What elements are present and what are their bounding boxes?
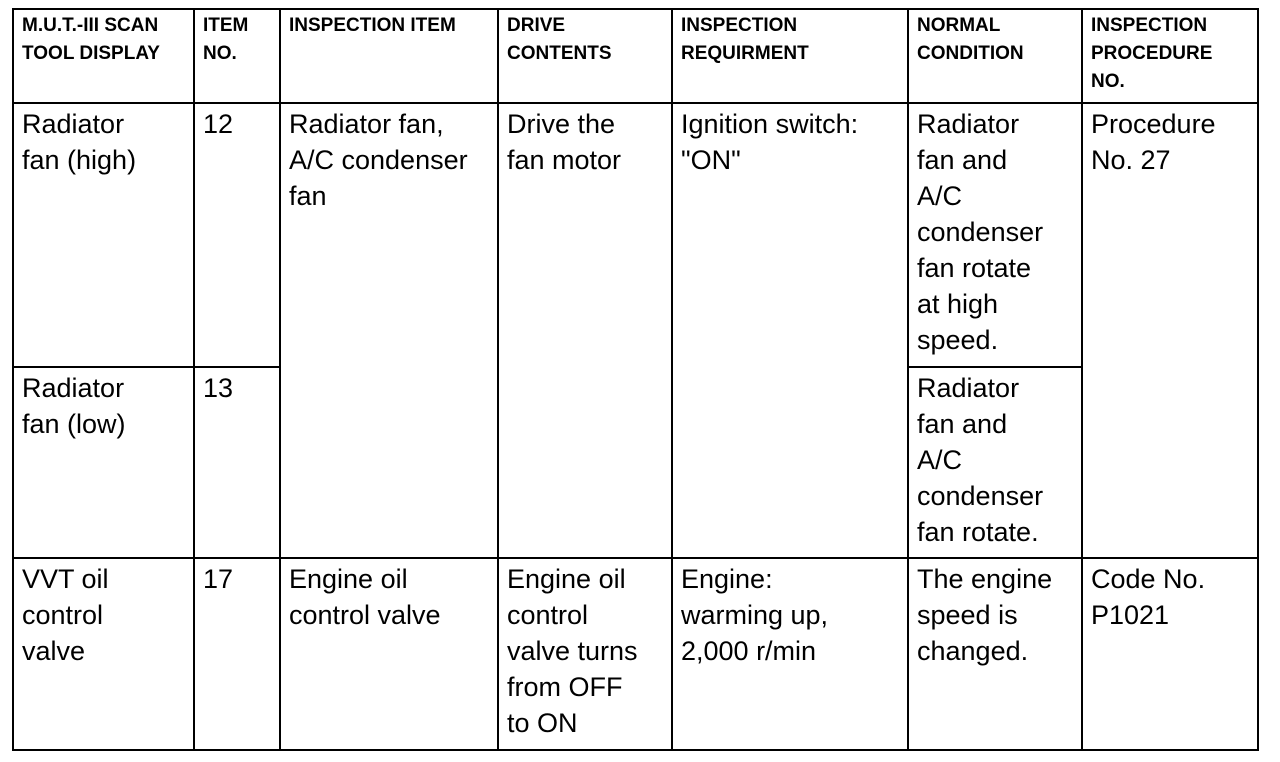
header-drive-contents: DRIVE CONTENTS (498, 9, 672, 103)
cell-display: VVT oil control valve (13, 558, 194, 750)
cell-procedure: Procedure No. 27 (1082, 103, 1258, 558)
header-item-no: ITEM NO. (194, 9, 280, 103)
header-inspection-item: INSPECTION ITEM (280, 9, 498, 103)
cell-display: Radiator fan (low) (13, 367, 194, 558)
cell-item-no: 12 (194, 103, 280, 367)
cell-procedure: Code No. P1021 (1082, 558, 1258, 750)
cell-inspection-item: Radiator fan, A/C condenser fan (280, 103, 498, 558)
cell-item-no: 13 (194, 367, 280, 558)
header-inspection-requirement: INSPECTION REQUIRMENT (672, 9, 908, 103)
cell-drive-contents: Drive the fan motor (498, 103, 672, 558)
cell-normal-condition: The engine speed is changed. (908, 558, 1082, 750)
inspection-table (12, 8, 1259, 751)
cell-inspection-item: Engine oil control valve (280, 558, 498, 750)
header-normal-condition: NORMAL CONDITION (908, 9, 1082, 103)
cell-requirement: Engine: warming up, 2,000 r/min (672, 558, 908, 750)
cell-item-no: 17 (194, 558, 280, 750)
header-scan-tool-display: M.U.T.-III SCAN TOOL DISPLAY (13, 9, 194, 103)
table-row (13, 103, 1258, 367)
cell-normal-condition: Radiator fan and A/C condenser fan rotate at high speed. (908, 103, 1082, 367)
cell-normal-condition: Radiator fan and A/C condenser fan rotate. (908, 367, 1082, 558)
cell-drive-contents: Engine oil control valve turns from OFF to ON (498, 558, 672, 750)
table-row (13, 558, 1258, 750)
cell-display: Radiator fan (high) (13, 103, 194, 367)
header-procedure-no: INSPECTION PROCEDURE NO. (1082, 9, 1258, 103)
header-row (13, 9, 1258, 103)
cell-requirement: Ignition switch: "ON" (672, 103, 908, 558)
